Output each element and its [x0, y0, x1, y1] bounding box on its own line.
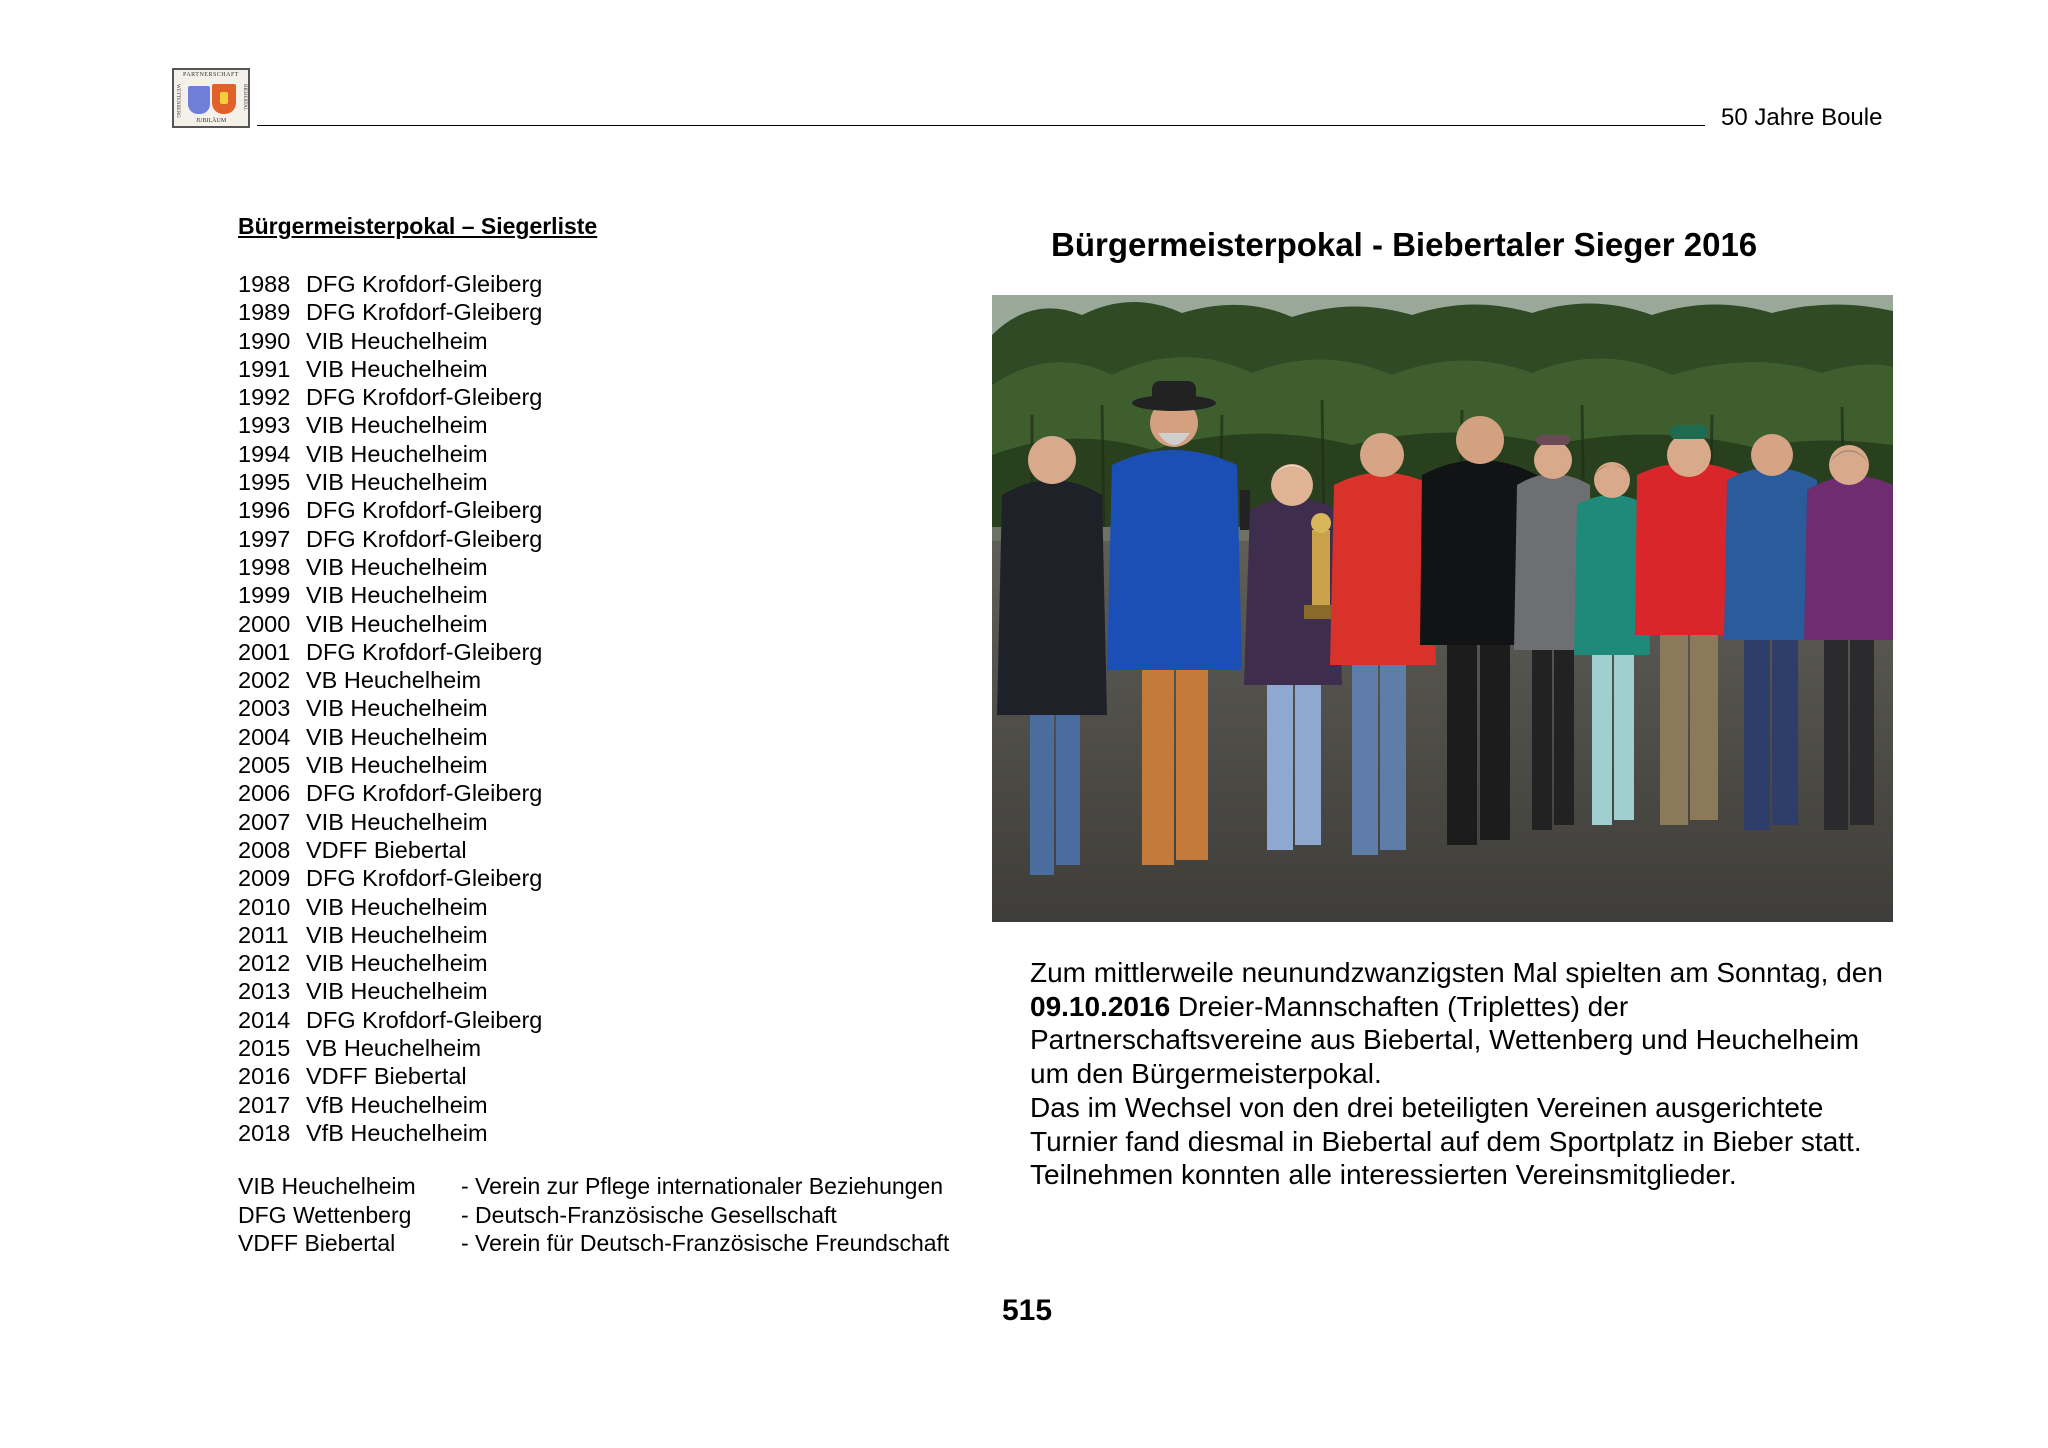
winner-year: 2017: [238, 1091, 291, 1118]
winner-club: DFG Krofdorf-Gleiberg: [306, 299, 543, 326]
winner-year: 2001: [238, 638, 291, 665]
legend-abbreviation: VIB Heuchelheim: [238, 1173, 416, 1199]
winner-club: VIB Heuchelheim: [306, 469, 488, 496]
winner-club: VIB Heuchelheim: [306, 610, 488, 637]
winner-year: 2010: [238, 893, 291, 920]
logo-text-top: PARTNERSCHAFT: [183, 72, 239, 78]
winner-row: [238, 864, 542, 892]
winner-row: [238, 1119, 542, 1147]
winner-club: VfB Heuchelheim: [306, 1091, 488, 1118]
winner-row: [238, 893, 542, 921]
winner-row: [238, 525, 542, 553]
winner-row: [238, 808, 542, 836]
winner-club: VIB Heuchelheim: [306, 921, 488, 948]
winner-year: 1997: [238, 525, 291, 552]
legend-meaning: - Verein für Deutsch-Französische Freundschaft: [461, 1230, 950, 1256]
winner-row: [238, 327, 542, 355]
winner-club: VIB Heuchelheim: [306, 950, 488, 977]
winner-row: [238, 411, 542, 439]
winner-year: 1995: [238, 469, 291, 496]
abbreviation-legend: [238, 1172, 949, 1258]
page-number: 515: [1002, 1294, 1053, 1327]
winner-row: [238, 723, 542, 751]
legend-meaning: - Deutsch-Französische Gesellschaft: [461, 1201, 837, 1228]
winner-row: [238, 779, 542, 807]
winner-year: 2006: [238, 780, 291, 807]
winner-year: 2009: [238, 865, 291, 892]
winners-list: [238, 270, 542, 1147]
winner-club: DFG Krofdorf-Gleiberg: [306, 1006, 543, 1033]
winner-year: 1998: [238, 553, 291, 580]
winner-year: 1990: [238, 327, 291, 354]
winner-row: [238, 355, 542, 383]
winner-club: DFG Krofdorf-Gleiberg: [306, 638, 543, 665]
winner-year: 2014: [238, 1006, 291, 1033]
winner-row: [238, 921, 542, 949]
header-title: 50 Jahre Boule: [1721, 104, 1883, 131]
winner-club: VIB Heuchelheim: [306, 582, 488, 609]
winner-row: [238, 694, 542, 722]
winner-row: [238, 1091, 542, 1119]
winner-club: VIB Heuchelheim: [306, 412, 488, 439]
winner-year: 1994: [238, 440, 291, 467]
winner-year: 1996: [238, 497, 291, 524]
report-text-part: Dreier-Mannschaften (Triplettes) der Partnerschaftsvereine aus Biebertal, Wettenberg und Heuchelheim um den Bürgermeisterpokal.: [1030, 990, 1860, 1090]
winner-year: 2015: [238, 1035, 291, 1062]
report-paragraph: Teilnehmen konnten alle interessierten Vereinsmitglieder.: [1030, 1159, 1737, 1191]
coat-of-arms-icon: [188, 86, 210, 114]
report-text: [1030, 956, 1890, 1192]
winner-year: 2011: [238, 921, 289, 948]
winner-year: 1988: [238, 271, 291, 297]
team-photo: [992, 295, 1893, 922]
legend-row: [238, 1201, 949, 1230]
winner-year: 2002: [238, 667, 291, 694]
winner-club: VIB Heuchelheim: [306, 327, 488, 354]
winner-row: [238, 836, 542, 864]
logo-text-bottom: JUBILÄUM: [195, 118, 227, 124]
winner-year: 2012: [238, 950, 291, 977]
winner-club: VDFF Biebertal: [306, 836, 467, 863]
winner-club: VIB Heuchelheim: [306, 893, 488, 920]
winner-row: [238, 1006, 542, 1034]
winners-heading: Bürgermeisterpokal – Siegerliste: [238, 213, 598, 239]
legend-meaning: - Verein zur Pflege internationaler Beziehungen: [461, 1173, 944, 1199]
legend-abbreviation: DFG Wettenberg: [238, 1201, 412, 1228]
winner-row: [238, 638, 542, 666]
winner-row: [238, 949, 542, 977]
winner-club: VIB Heuchelheim: [306, 695, 488, 722]
winner-row: [238, 1062, 542, 1090]
coat-of-arms-icon: [212, 84, 236, 114]
logo-text-right: BIEBERTAL: [242, 84, 247, 111]
winner-club: VIB Heuchelheim: [306, 752, 488, 779]
winner-club: VB Heuchelheim: [306, 1035, 482, 1062]
winner-club: DFG Krofdorf-Gleiberg: [306, 497, 543, 524]
winner-year: 2003: [238, 695, 291, 722]
winner-club: VfB Heuchelheim: [306, 1119, 488, 1146]
winner-year: 2018: [238, 1119, 291, 1146]
winner-year: 2016: [238, 1063, 291, 1090]
winner-row: [238, 581, 542, 609]
header-rule: [257, 125, 1705, 126]
winner-year: 2008: [238, 836, 291, 863]
winner-year: 2007: [238, 808, 291, 835]
winner-club: DFG Krofdorf-Gleiberg: [306, 384, 543, 411]
winner-club: VIB Heuchelheim: [306, 808, 488, 835]
winner-club: VIB Heuchelheim: [306, 553, 488, 580]
winner-club: DFG Krofdorf-Gleiberg: [306, 525, 543, 552]
photo-title: Bürgermeisterpokal - Biebertaler Sieger 2016: [1051, 226, 1758, 263]
winner-club: DFG Krofdorf-Gleiberg: [306, 780, 543, 807]
winner-row: [238, 468, 542, 496]
winner-club: VIB Heuchelheim: [306, 978, 488, 1005]
winner-year: 2004: [238, 723, 291, 750]
report-date: 09.10.2016: [1030, 990, 1171, 1022]
legend-row: [238, 1172, 949, 1201]
winner-club: DFG Krofdorf-Gleiberg: [306, 865, 543, 892]
winner-year: 2005: [238, 752, 291, 779]
winner-club: VB Heuchelheim: [306, 667, 482, 694]
winner-row: [238, 666, 542, 694]
report-paragraph: [1030, 956, 1890, 1091]
report-paragraph: Das im Wechsel von den drei beteiligten Vereinen ausgerichtete Turnier fand diesmal in Biebertal auf dem Sportplatz in Bieber statt.: [1030, 1091, 1862, 1157]
winner-club: VIB Heuchelheim: [306, 355, 488, 382]
logo-text-left: WETTENBERG: [175, 84, 180, 118]
winner-year: 1991: [238, 355, 291, 382]
winner-year: 1989: [238, 299, 291, 326]
partnership-logo: [172, 68, 250, 128]
winner-row: [238, 383, 542, 411]
winner-row: [238, 270, 542, 298]
winner-club: DFG Krofdorf-Gleiberg: [306, 271, 543, 297]
winner-row: [238, 610, 542, 638]
report-text-part: Zum mittlerweile neunundzwanzigsten Mal spielten am Sonntag, den: [1030, 957, 1883, 988]
legend-abbreviation: VDFF Biebertal: [238, 1230, 396, 1256]
winner-row: [238, 751, 542, 779]
winner-year: 2013: [238, 978, 291, 1005]
winner-row: [238, 440, 542, 468]
winner-row: [238, 496, 542, 524]
winner-row: [238, 553, 542, 581]
winner-club: VIB Heuchelheim: [306, 723, 488, 750]
winner-club: VIB Heuchelheim: [306, 440, 488, 467]
winner-year: 1993: [238, 412, 291, 439]
legend-row: [238, 1229, 949, 1258]
winner-row: [238, 298, 542, 326]
winner-year: 2000: [238, 610, 291, 637]
winner-row: [238, 1034, 542, 1062]
winner-row: [238, 977, 542, 1005]
winner-year: 1992: [238, 384, 291, 411]
winner-club: VDFF Biebertal: [306, 1063, 467, 1090]
winner-year: 1999: [238, 582, 291, 609]
